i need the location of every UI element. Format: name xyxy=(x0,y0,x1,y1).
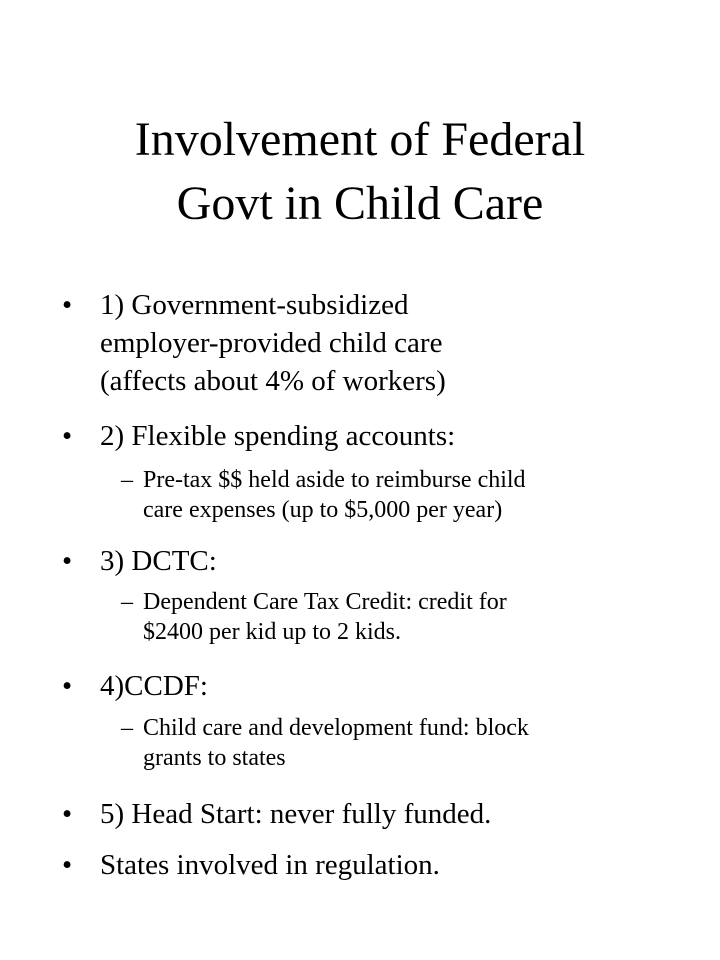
bullet-line: 1) Government-subsidized xyxy=(100,289,409,321)
sub-line: care expenses (up to $5,000 per year) xyxy=(143,497,503,523)
sub-text xyxy=(143,465,526,525)
title-line-2: Govt in Child Care xyxy=(176,177,544,230)
bullet-text xyxy=(100,846,440,884)
slide-title xyxy=(0,108,720,236)
bullet-line: 3) DCTC: xyxy=(100,545,217,577)
bullet-text xyxy=(100,542,217,580)
sub-line: Dependent Care Tax Credit: credit for xyxy=(143,589,507,615)
bullet-text xyxy=(100,795,491,833)
bullet-text xyxy=(100,286,446,400)
bullet-line: (affects about 4% of workers) xyxy=(100,365,446,397)
bullet-marker: • xyxy=(62,289,73,321)
sub-line: grants to states xyxy=(143,745,286,771)
bullet-marker: • xyxy=(62,420,73,452)
bullet-text xyxy=(100,417,455,455)
dash-marker: – xyxy=(121,589,133,615)
sub-line: $2400 per kid up to 2 kids. xyxy=(143,619,401,645)
sub-text xyxy=(143,713,529,773)
bullet-line: 2) Flexible spending accounts: xyxy=(100,420,456,452)
bullet-line: 5) Head Start: never fully funded. xyxy=(100,798,492,830)
title-line-1: Involvement of Federal xyxy=(134,113,586,166)
bullet-marker: • xyxy=(62,545,73,577)
bullet-line: States involved in regulation. xyxy=(100,849,440,881)
sub-line: Pre-tax $$ held aside to reimburse child xyxy=(143,467,526,493)
bullet-line: 4)CCDF: xyxy=(100,670,208,702)
bullet-line: employer-provided child care xyxy=(100,327,443,359)
bullet-marker: • xyxy=(62,849,73,881)
dash-marker: – xyxy=(121,467,133,493)
bullet-marker: • xyxy=(62,670,73,702)
sub-text xyxy=(143,587,507,647)
bullet-marker: • xyxy=(62,798,73,830)
bullet-text xyxy=(100,667,208,705)
sub-line: Child care and development fund: block xyxy=(143,715,529,741)
dash-marker: – xyxy=(121,715,133,741)
